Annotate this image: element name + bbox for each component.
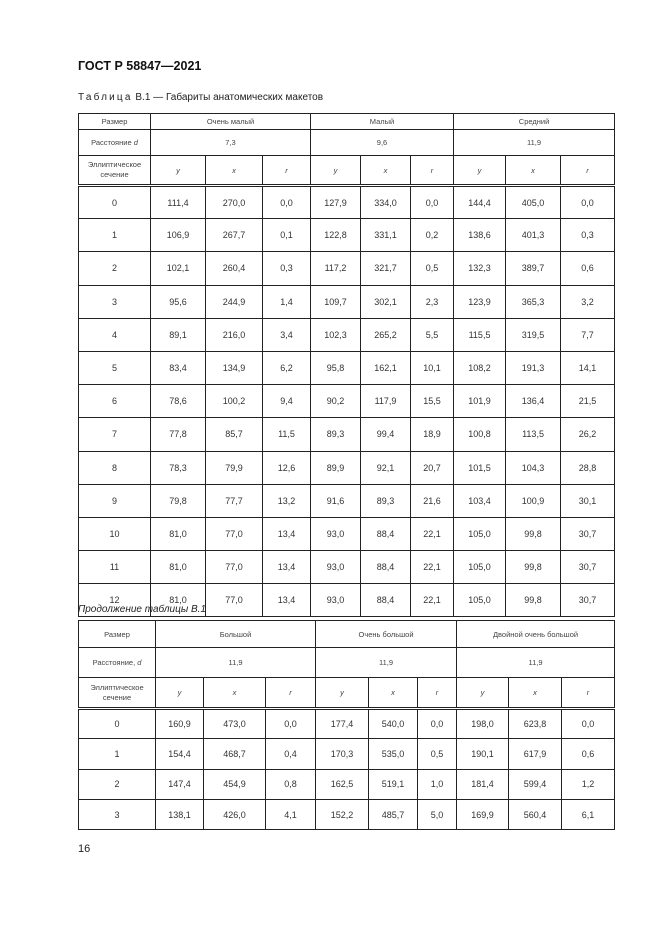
value-cell: 30,7 xyxy=(561,551,615,584)
size-header-row xyxy=(79,621,615,648)
var-x: x xyxy=(361,156,411,186)
value-cell: 6,2 xyxy=(263,351,311,384)
value-cell: 77,0 xyxy=(206,551,263,584)
value-cell: 6,1 xyxy=(562,799,615,829)
value-cell: 99,8 xyxy=(506,551,561,584)
table-row xyxy=(79,451,615,484)
size-header-row xyxy=(79,114,615,130)
section-header-row xyxy=(79,156,615,186)
table-row xyxy=(79,769,615,799)
value-cell: 170,3 xyxy=(316,739,369,769)
group-distance: 11,9 xyxy=(316,648,457,678)
value-cell: 100,2 xyxy=(206,385,263,418)
value-cell: 0,0 xyxy=(266,709,316,739)
value-cell: 426,0 xyxy=(204,799,266,829)
value-cell: 1,4 xyxy=(263,285,311,318)
value-cell: 5,5 xyxy=(411,318,454,351)
section-index-cell: 3 xyxy=(79,285,151,318)
value-cell: 244,9 xyxy=(206,285,263,318)
value-cell: 5,0 xyxy=(418,799,457,829)
value-cell: 260,4 xyxy=(206,252,263,285)
value-cell: 105,0 xyxy=(454,551,506,584)
table-caption xyxy=(78,92,323,103)
value-cell: 122,8 xyxy=(311,219,361,252)
value-cell: 0,1 xyxy=(263,219,311,252)
value-cell: 99,8 xyxy=(506,584,561,617)
section-label-line1: Эллиптическое xyxy=(90,682,144,692)
value-cell: 319,5 xyxy=(506,318,561,351)
value-cell: 101,9 xyxy=(454,385,506,418)
section-index-cell: 1 xyxy=(79,219,151,252)
var-r: r xyxy=(411,156,454,186)
section-index-cell: 4 xyxy=(79,318,151,351)
value-cell: 1,0 xyxy=(418,769,457,799)
value-cell: 4,1 xyxy=(266,799,316,829)
value-cell: 85,7 xyxy=(206,418,263,451)
value-cell: 0,6 xyxy=(561,252,615,285)
value-cell: 177,4 xyxy=(316,709,369,739)
value-cell: 77,0 xyxy=(206,517,263,550)
var-y: y xyxy=(151,156,206,186)
value-cell: 160,9 xyxy=(156,709,204,739)
table-row xyxy=(79,709,615,739)
value-cell: 617,9 xyxy=(509,739,562,769)
value-cell: 0,3 xyxy=(263,252,311,285)
table-row xyxy=(79,186,615,219)
value-cell: 169,9 xyxy=(457,799,509,829)
value-cell: 26,2 xyxy=(561,418,615,451)
value-cell: 0,2 xyxy=(411,219,454,252)
value-cell: 77,0 xyxy=(206,584,263,617)
value-cell: 138,6 xyxy=(454,219,506,252)
value-cell: 0,8 xyxy=(266,769,316,799)
value-cell: 331,1 xyxy=(361,219,411,252)
section-index-cell: 6 xyxy=(79,385,151,418)
value-cell: 270,0 xyxy=(206,186,263,219)
distance-header-row xyxy=(79,130,615,156)
value-cell: 11,5 xyxy=(263,418,311,451)
value-cell: 108,2 xyxy=(454,351,506,384)
value-cell: 104,3 xyxy=(506,451,561,484)
table-row xyxy=(79,418,615,451)
distance-label xyxy=(79,648,156,678)
value-cell: 365,3 xyxy=(506,285,561,318)
value-cell: 334,0 xyxy=(361,186,411,219)
value-cell: 81,0 xyxy=(151,517,206,550)
value-cell: 18,9 xyxy=(411,418,454,451)
caption-text: В.1 — Габариты анатомических макетов xyxy=(135,92,324,103)
value-cell: 22,1 xyxy=(411,517,454,550)
value-cell: 134,9 xyxy=(206,351,263,384)
group-distance: 11,9 xyxy=(156,648,316,678)
value-cell: 123,9 xyxy=(454,285,506,318)
value-cell: 101,5 xyxy=(454,451,506,484)
table-row xyxy=(79,551,615,584)
value-cell: 216,0 xyxy=(206,318,263,351)
dimensions-table xyxy=(78,113,615,617)
value-cell: 154,4 xyxy=(156,739,204,769)
value-cell: 485,7 xyxy=(369,799,418,829)
var-x: x xyxy=(204,678,266,709)
section-index-cell: 12 xyxy=(79,584,151,617)
value-cell: 321,7 xyxy=(361,252,411,285)
value-cell: 9,4 xyxy=(263,385,311,418)
value-cell: 454,9 xyxy=(204,769,266,799)
value-cell: 190,1 xyxy=(457,739,509,769)
value-cell: 7,7 xyxy=(561,318,615,351)
value-cell: 13,4 xyxy=(263,551,311,584)
table-row xyxy=(79,351,615,384)
document-header: ГОСТ Р 58847—2021 xyxy=(78,59,202,73)
distance-var: d xyxy=(133,138,138,147)
value-cell: 389,7 xyxy=(506,252,561,285)
value-cell: 30,7 xyxy=(561,517,615,550)
section-index-cell: 7 xyxy=(79,418,151,451)
group-name: Очень малый xyxy=(151,114,311,130)
group-distance: 9,6 xyxy=(311,130,454,156)
value-cell: 81,0 xyxy=(151,584,206,617)
value-cell: 30,7 xyxy=(561,584,615,617)
value-cell: 13,2 xyxy=(263,484,311,517)
section-index-cell: 5 xyxy=(79,351,151,384)
value-cell: 21,6 xyxy=(411,484,454,517)
value-cell: 468,7 xyxy=(204,739,266,769)
table-row xyxy=(79,318,615,351)
value-cell: 132,3 xyxy=(454,252,506,285)
value-cell: 95,6 xyxy=(151,285,206,318)
table-row xyxy=(79,484,615,517)
var-r: r xyxy=(266,678,316,709)
group-distance: 7,3 xyxy=(151,130,311,156)
value-cell: 144,4 xyxy=(454,186,506,219)
table2-body xyxy=(79,709,615,830)
var-y: y xyxy=(316,678,369,709)
value-cell: 302,1 xyxy=(361,285,411,318)
page-number: 16 xyxy=(78,843,91,855)
value-cell: 0,0 xyxy=(263,186,311,219)
section-index-cell: 10 xyxy=(79,517,151,550)
value-cell: 106,9 xyxy=(151,219,206,252)
value-cell: 0,0 xyxy=(562,709,615,739)
value-cell: 0,0 xyxy=(411,186,454,219)
group-distance: 11,9 xyxy=(457,648,615,678)
value-cell: 89,9 xyxy=(311,451,361,484)
var-r: r xyxy=(561,156,615,186)
value-cell: 78,6 xyxy=(151,385,206,418)
section-label xyxy=(79,678,156,709)
value-cell: 100,9 xyxy=(506,484,561,517)
value-cell: 117,9 xyxy=(361,385,411,418)
section-index-cell: 0 xyxy=(79,186,151,219)
value-cell: 152,2 xyxy=(316,799,369,829)
group-name: Большой xyxy=(156,621,316,648)
value-cell: 2,3 xyxy=(411,285,454,318)
section-index-cell: 2 xyxy=(79,252,151,285)
distance-label-text: Расстояние, xyxy=(92,658,136,667)
value-cell: 138,1 xyxy=(156,799,204,829)
group-distance: 11,9 xyxy=(454,130,615,156)
value-cell: 181,4 xyxy=(457,769,509,799)
table-row xyxy=(79,219,615,252)
value-cell: 162,5 xyxy=(316,769,369,799)
value-cell: 405,0 xyxy=(506,186,561,219)
value-cell: 100,8 xyxy=(454,418,506,451)
value-cell: 30,1 xyxy=(561,484,615,517)
var-r: r xyxy=(418,678,457,709)
caption-prefix: Таблица xyxy=(78,92,133,103)
value-cell: 14,1 xyxy=(561,351,615,384)
value-cell: 93,0 xyxy=(311,517,361,550)
value-cell: 111,4 xyxy=(151,186,206,219)
section-label-line1: Эллиптическое xyxy=(87,160,142,169)
value-cell: 21,5 xyxy=(561,385,615,418)
value-cell: 0,5 xyxy=(411,252,454,285)
value-cell: 10,1 xyxy=(411,351,454,384)
value-cell: 105,0 xyxy=(454,517,506,550)
value-cell: 3,4 xyxy=(263,318,311,351)
value-cell: 162,1 xyxy=(361,351,411,384)
group-name: Двойной очень большой xyxy=(457,621,615,648)
value-cell: 79,9 xyxy=(206,451,263,484)
value-cell: 109,7 xyxy=(311,285,361,318)
section-header-row xyxy=(79,678,615,709)
distance-header-row xyxy=(79,648,615,678)
value-cell: 113,5 xyxy=(506,418,561,451)
value-cell: 540,0 xyxy=(369,709,418,739)
value-cell: 78,3 xyxy=(151,451,206,484)
table-row xyxy=(79,517,615,550)
value-cell: 22,1 xyxy=(411,551,454,584)
value-cell: 105,0 xyxy=(454,584,506,617)
value-cell: 599,4 xyxy=(509,769,562,799)
value-cell: 115,5 xyxy=(454,318,506,351)
value-cell: 198,0 xyxy=(457,709,509,739)
value-cell: 28,8 xyxy=(561,451,615,484)
value-cell: 99,4 xyxy=(361,418,411,451)
value-cell: 623,8 xyxy=(509,709,562,739)
table-row xyxy=(79,799,615,829)
value-cell: 519,1 xyxy=(369,769,418,799)
value-cell: 102,1 xyxy=(151,252,206,285)
value-cell: 191,3 xyxy=(506,351,561,384)
value-cell: 401,3 xyxy=(506,219,561,252)
distance-label-text: Расстояние xyxy=(91,138,132,147)
section-index-cell: 9 xyxy=(79,484,151,517)
section-index-cell: 1 xyxy=(79,739,156,769)
value-cell: 1,2 xyxy=(562,769,615,799)
value-cell: 3,2 xyxy=(561,285,615,318)
value-cell: 0,4 xyxy=(266,739,316,769)
value-cell: 0,3 xyxy=(561,219,615,252)
value-cell: 89,3 xyxy=(361,484,411,517)
var-x: x xyxy=(206,156,263,186)
value-cell: 0,6 xyxy=(562,739,615,769)
value-cell: 81,0 xyxy=(151,551,206,584)
value-cell: 22,1 xyxy=(411,584,454,617)
value-cell: 83,4 xyxy=(151,351,206,384)
table-row xyxy=(79,252,615,285)
section-index-cell: 0 xyxy=(79,709,156,739)
table-row xyxy=(79,385,615,418)
table-row xyxy=(79,285,615,318)
continuation-caption: Продолжение таблицы В.1 xyxy=(78,604,206,615)
value-cell: 136,4 xyxy=(506,385,561,418)
value-cell: 79,8 xyxy=(151,484,206,517)
value-cell: 88,4 xyxy=(361,584,411,617)
value-cell: 12,6 xyxy=(263,451,311,484)
table-row xyxy=(79,739,615,769)
var-y: y xyxy=(311,156,361,186)
section-label-line2: сечение xyxy=(100,170,129,179)
value-cell: 90,2 xyxy=(311,385,361,418)
value-cell: 13,4 xyxy=(263,517,311,550)
var-x: x xyxy=(506,156,561,186)
dimensions-table-continued xyxy=(78,620,615,830)
section-label xyxy=(79,156,151,186)
section-index-cell: 2 xyxy=(79,769,156,799)
value-cell: 147,4 xyxy=(156,769,204,799)
value-cell: 95,8 xyxy=(311,351,361,384)
value-cell: 103,4 xyxy=(454,484,506,517)
group-name: Малый xyxy=(311,114,454,130)
value-cell: 267,7 xyxy=(206,219,263,252)
distance-label xyxy=(79,130,151,156)
var-r: r xyxy=(562,678,615,709)
var-y: y xyxy=(156,678,204,709)
value-cell: 77,8 xyxy=(151,418,206,451)
value-cell: 93,0 xyxy=(311,584,361,617)
section-label-line2: сечение xyxy=(102,692,132,702)
value-cell: 89,1 xyxy=(151,318,206,351)
value-cell: 91,6 xyxy=(311,484,361,517)
value-cell: 99,8 xyxy=(506,517,561,550)
value-cell: 560,4 xyxy=(509,799,562,829)
value-cell: 0,0 xyxy=(561,186,615,219)
group-name: Очень большой xyxy=(316,621,457,648)
var-r: r xyxy=(263,156,311,186)
size-label: Размер xyxy=(79,621,156,648)
section-index-cell: 3 xyxy=(79,799,156,829)
value-cell: 88,4 xyxy=(361,517,411,550)
value-cell: 127,9 xyxy=(311,186,361,219)
distance-var: d xyxy=(137,658,142,667)
var-y: y xyxy=(457,678,509,709)
section-index-cell: 8 xyxy=(79,451,151,484)
value-cell: 20,7 xyxy=(411,451,454,484)
value-cell: 102,3 xyxy=(311,318,361,351)
value-cell: 88,4 xyxy=(361,551,411,584)
value-cell: 0,5 xyxy=(418,739,457,769)
value-cell: 13,4 xyxy=(263,584,311,617)
value-cell: 89,3 xyxy=(311,418,361,451)
value-cell: 0,0 xyxy=(418,709,457,739)
value-cell: 535,0 xyxy=(369,739,418,769)
value-cell: 93,0 xyxy=(311,551,361,584)
var-x: x xyxy=(369,678,418,709)
var-x: x xyxy=(509,678,562,709)
value-cell: 77,7 xyxy=(206,484,263,517)
group-name: Средний xyxy=(454,114,615,130)
var-y: y xyxy=(454,156,506,186)
section-index-cell: 11 xyxy=(79,551,151,584)
size-label: Размер xyxy=(79,114,151,130)
value-cell: 265,2 xyxy=(361,318,411,351)
value-cell: 473,0 xyxy=(204,709,266,739)
value-cell: 117,2 xyxy=(311,252,361,285)
table1-body xyxy=(79,186,615,617)
value-cell: 92,1 xyxy=(361,451,411,484)
value-cell: 15,5 xyxy=(411,385,454,418)
